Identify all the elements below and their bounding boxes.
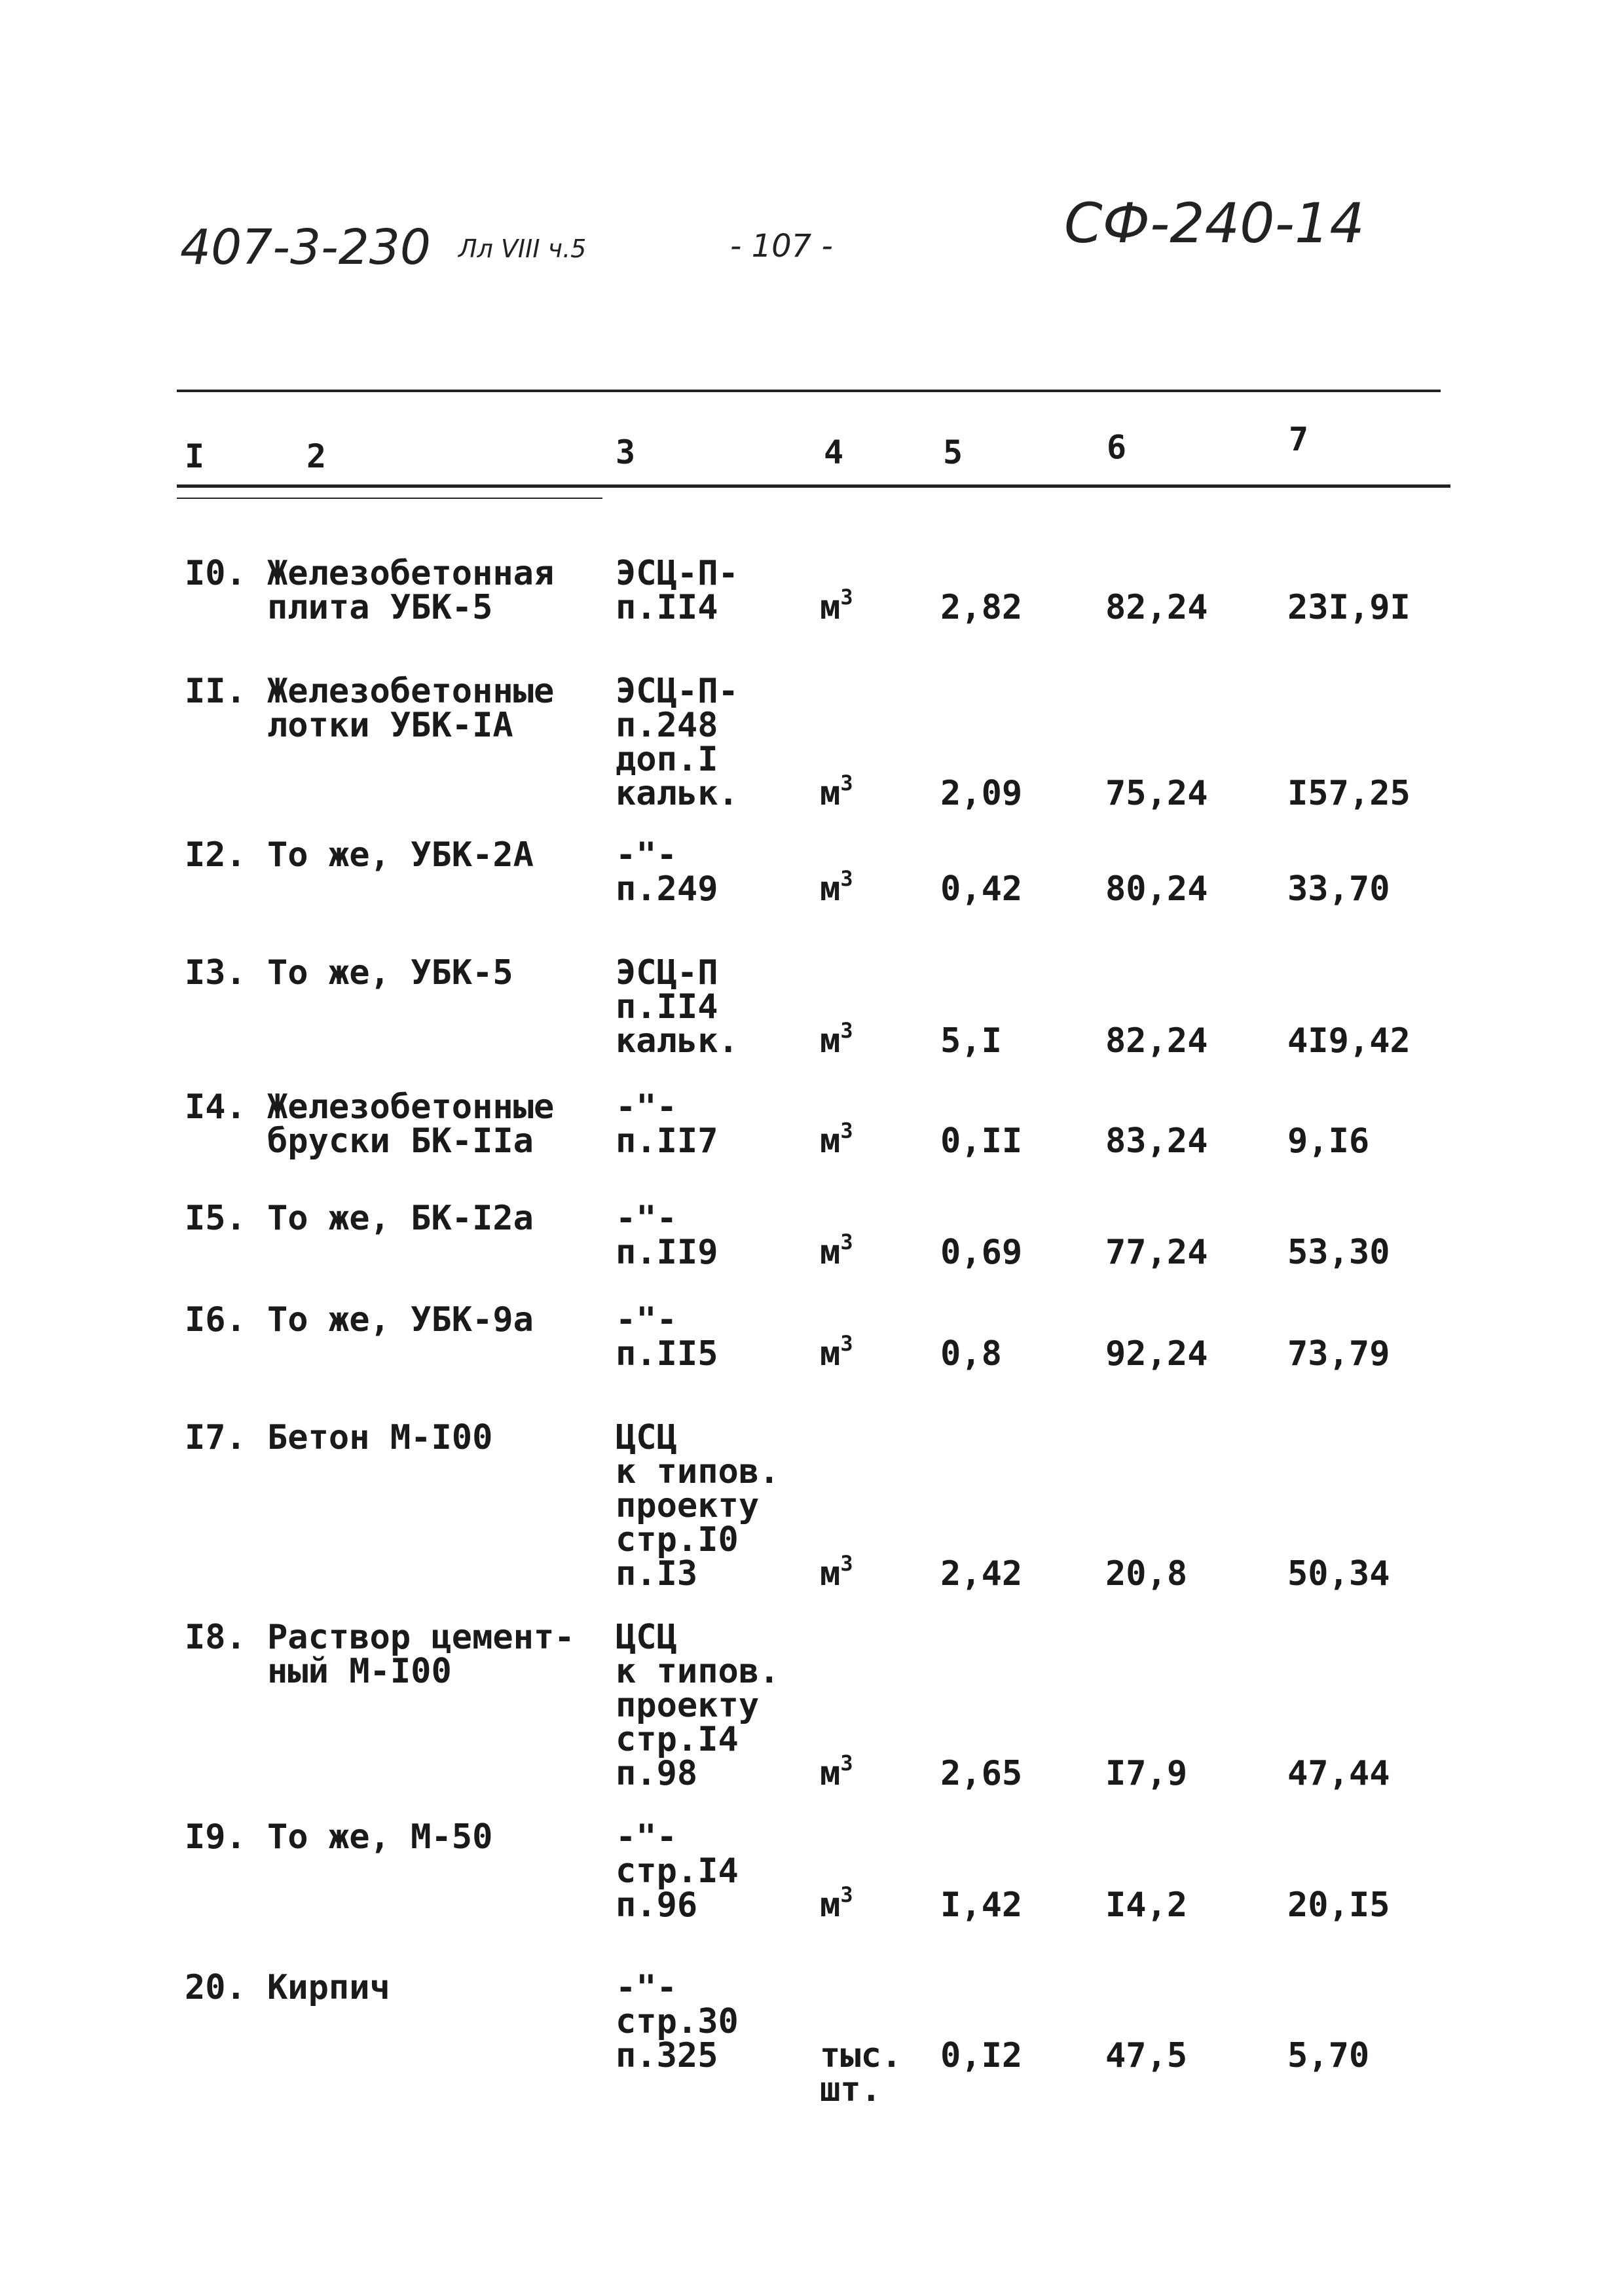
unit: $м^3$: [820, 1882, 853, 1925]
unit: $м^3$: [820, 1017, 853, 1061]
unit-exponent: 3: [840, 1550, 853, 1576]
unit: $м^3$: [820, 1330, 853, 1374]
item-name: Железобетонная плита УБК-5: [267, 554, 555, 627]
unit: $м^3$: [820, 1750, 853, 1793]
total-cost: 33,70: [1287, 869, 1390, 909]
unit-exponent: 3: [840, 584, 853, 610]
document-stamp: СФ-240-14: [1064, 191, 1365, 255]
unit-price: 83,24: [1105, 1121, 1208, 1161]
unit-price: I7,9: [1105, 1754, 1188, 1793]
unit-price: 20,8: [1105, 1554, 1188, 1594]
unit-exponent: 3: [840, 866, 853, 891]
document-code: 407-3-230: [180, 219, 431, 276]
column-header-5: 5: [943, 433, 963, 471]
quantity: 0,II: [940, 1121, 1023, 1161]
quantity: 2,65: [940, 1754, 1023, 1793]
total-cost: 4I9,42: [1287, 1021, 1411, 1061]
quantity: 0,I2: [940, 2036, 1023, 2075]
unit-exponent: 3: [840, 1229, 853, 1254]
column-header-1: I: [185, 437, 205, 475]
item-name: Бетон М-I00: [267, 1418, 493, 1457]
total-cost: 47,44: [1287, 1754, 1390, 1793]
price-reference: ЦСЦ к типов. проекту стр.I4 п.98: [616, 1618, 780, 1793]
total-cost: 50,34: [1287, 1554, 1390, 1594]
unit-price: 47,5: [1105, 2036, 1188, 2075]
unit: $м^3$: [820, 770, 853, 813]
row-number: I9.: [185, 1817, 246, 1857]
column-header-3: 3: [616, 433, 636, 471]
row-number: I5.: [185, 1199, 246, 1238]
unit: $м^3$: [820, 1550, 853, 1594]
item-name: То же, УБК-9а: [267, 1300, 534, 1339]
unit: $м^3$: [820, 1229, 853, 1272]
item-name: Железобетонные лотки УБК-IA: [267, 672, 555, 745]
row-number: I0.: [185, 554, 246, 593]
row-number: I3.: [185, 953, 246, 993]
unit-price: 82,24: [1105, 1021, 1208, 1061]
row-number: I8.: [185, 1618, 246, 1657]
unit: $м^3$: [820, 584, 853, 627]
unit-price: 80,24: [1105, 869, 1208, 909]
unit-exponent: 3: [840, 1017, 853, 1043]
item-name: То же, М-50: [267, 1817, 493, 1857]
row-number: I2.: [185, 835, 246, 875]
header-bottom-rule: [177, 484, 1450, 488]
sheet-reference: Лл VIII ч.5: [458, 234, 587, 263]
price-reference: ЭСЦ-П п.II4 кальк.: [616, 953, 739, 1061]
quantity: I,42: [940, 1886, 1023, 1925]
price-reference: -"- п.II5: [616, 1300, 718, 1374]
unit: $м^3$: [820, 866, 853, 909]
row-number: I6.: [185, 1300, 246, 1339]
row-number: I7.: [185, 1418, 246, 1457]
total-cost: 53,30: [1287, 1233, 1390, 1272]
price-reference: ЭСЦ-П- п.II4: [616, 554, 739, 627]
quantity: 2,09: [940, 774, 1023, 813]
unit-price: 82,24: [1105, 588, 1208, 627]
total-cost: 5,70: [1287, 2036, 1370, 2075]
unit-exponent: 3: [840, 1882, 853, 1907]
quantity: 0,42: [940, 869, 1023, 909]
unit-exponent: 3: [840, 1330, 853, 1356]
column-header-4: 4: [824, 433, 844, 471]
quantity: 5,I: [940, 1021, 1002, 1061]
unit-price: I4,2: [1105, 1886, 1188, 1925]
total-cost: 23I,9I: [1287, 588, 1411, 627]
column-header-2: 2: [306, 437, 327, 475]
price-reference: -"- п.II7: [616, 1087, 718, 1161]
item-name: То же, БК-I2а: [267, 1199, 534, 1238]
unit-price: 77,24: [1105, 1233, 1208, 1272]
row-number: II.: [185, 672, 246, 711]
row-number: 20.: [185, 1968, 246, 2007]
unit-price: 92,24: [1105, 1334, 1208, 1374]
table-top-rule: [177, 390, 1441, 392]
total-cost: 20,I5: [1287, 1886, 1390, 1925]
total-cost: I57,25: [1287, 774, 1411, 813]
column-header-7: 7: [1289, 420, 1309, 458]
total-cost: 9,I6: [1287, 1121, 1370, 1161]
quantity: 0,8: [940, 1334, 1002, 1374]
item-name: То же, УБК-2А: [267, 835, 534, 875]
price-reference: ЦСЦ к типов. проекту стр.I0 п.I3: [616, 1418, 780, 1594]
price-reference: -"- стр.30 п.325: [616, 1968, 739, 2075]
column-header-6: 6: [1107, 428, 1127, 466]
price-reference: -"- стр.I4 п.96: [616, 1817, 739, 1925]
total-cost: 73,79: [1287, 1334, 1390, 1374]
unit: тыс. шт.: [820, 2036, 902, 2109]
item-name: Раствор цемент- ный М-I00: [267, 1618, 575, 1691]
quantity: 2,42: [940, 1554, 1023, 1594]
item-name: Железобетонные бруски БК-IIа: [267, 1087, 555, 1161]
header-bottom-rule-thin: [177, 498, 602, 499]
item-name: То же, УБК-5: [267, 953, 513, 993]
unit-price: 75,24: [1105, 774, 1208, 813]
quantity: 2,82: [940, 588, 1023, 627]
quantity: 0,69: [940, 1233, 1023, 1272]
unit-exponent: 3: [840, 1118, 853, 1143]
price-reference: ЭСЦ-П- п.248 доп.I кальк.: [616, 672, 739, 813]
unit-exponent: 3: [840, 1750, 853, 1776]
unit-exponent: 3: [840, 770, 853, 795]
unit: $м^3$: [820, 1118, 853, 1161]
row-number: I4.: [185, 1087, 246, 1127]
page-number: - 107 -: [730, 228, 833, 264]
price-reference: -"- п.II9: [616, 1199, 718, 1272]
item-name: Кирпич: [267, 1968, 390, 2007]
price-reference: -"- п.249: [616, 835, 718, 909]
